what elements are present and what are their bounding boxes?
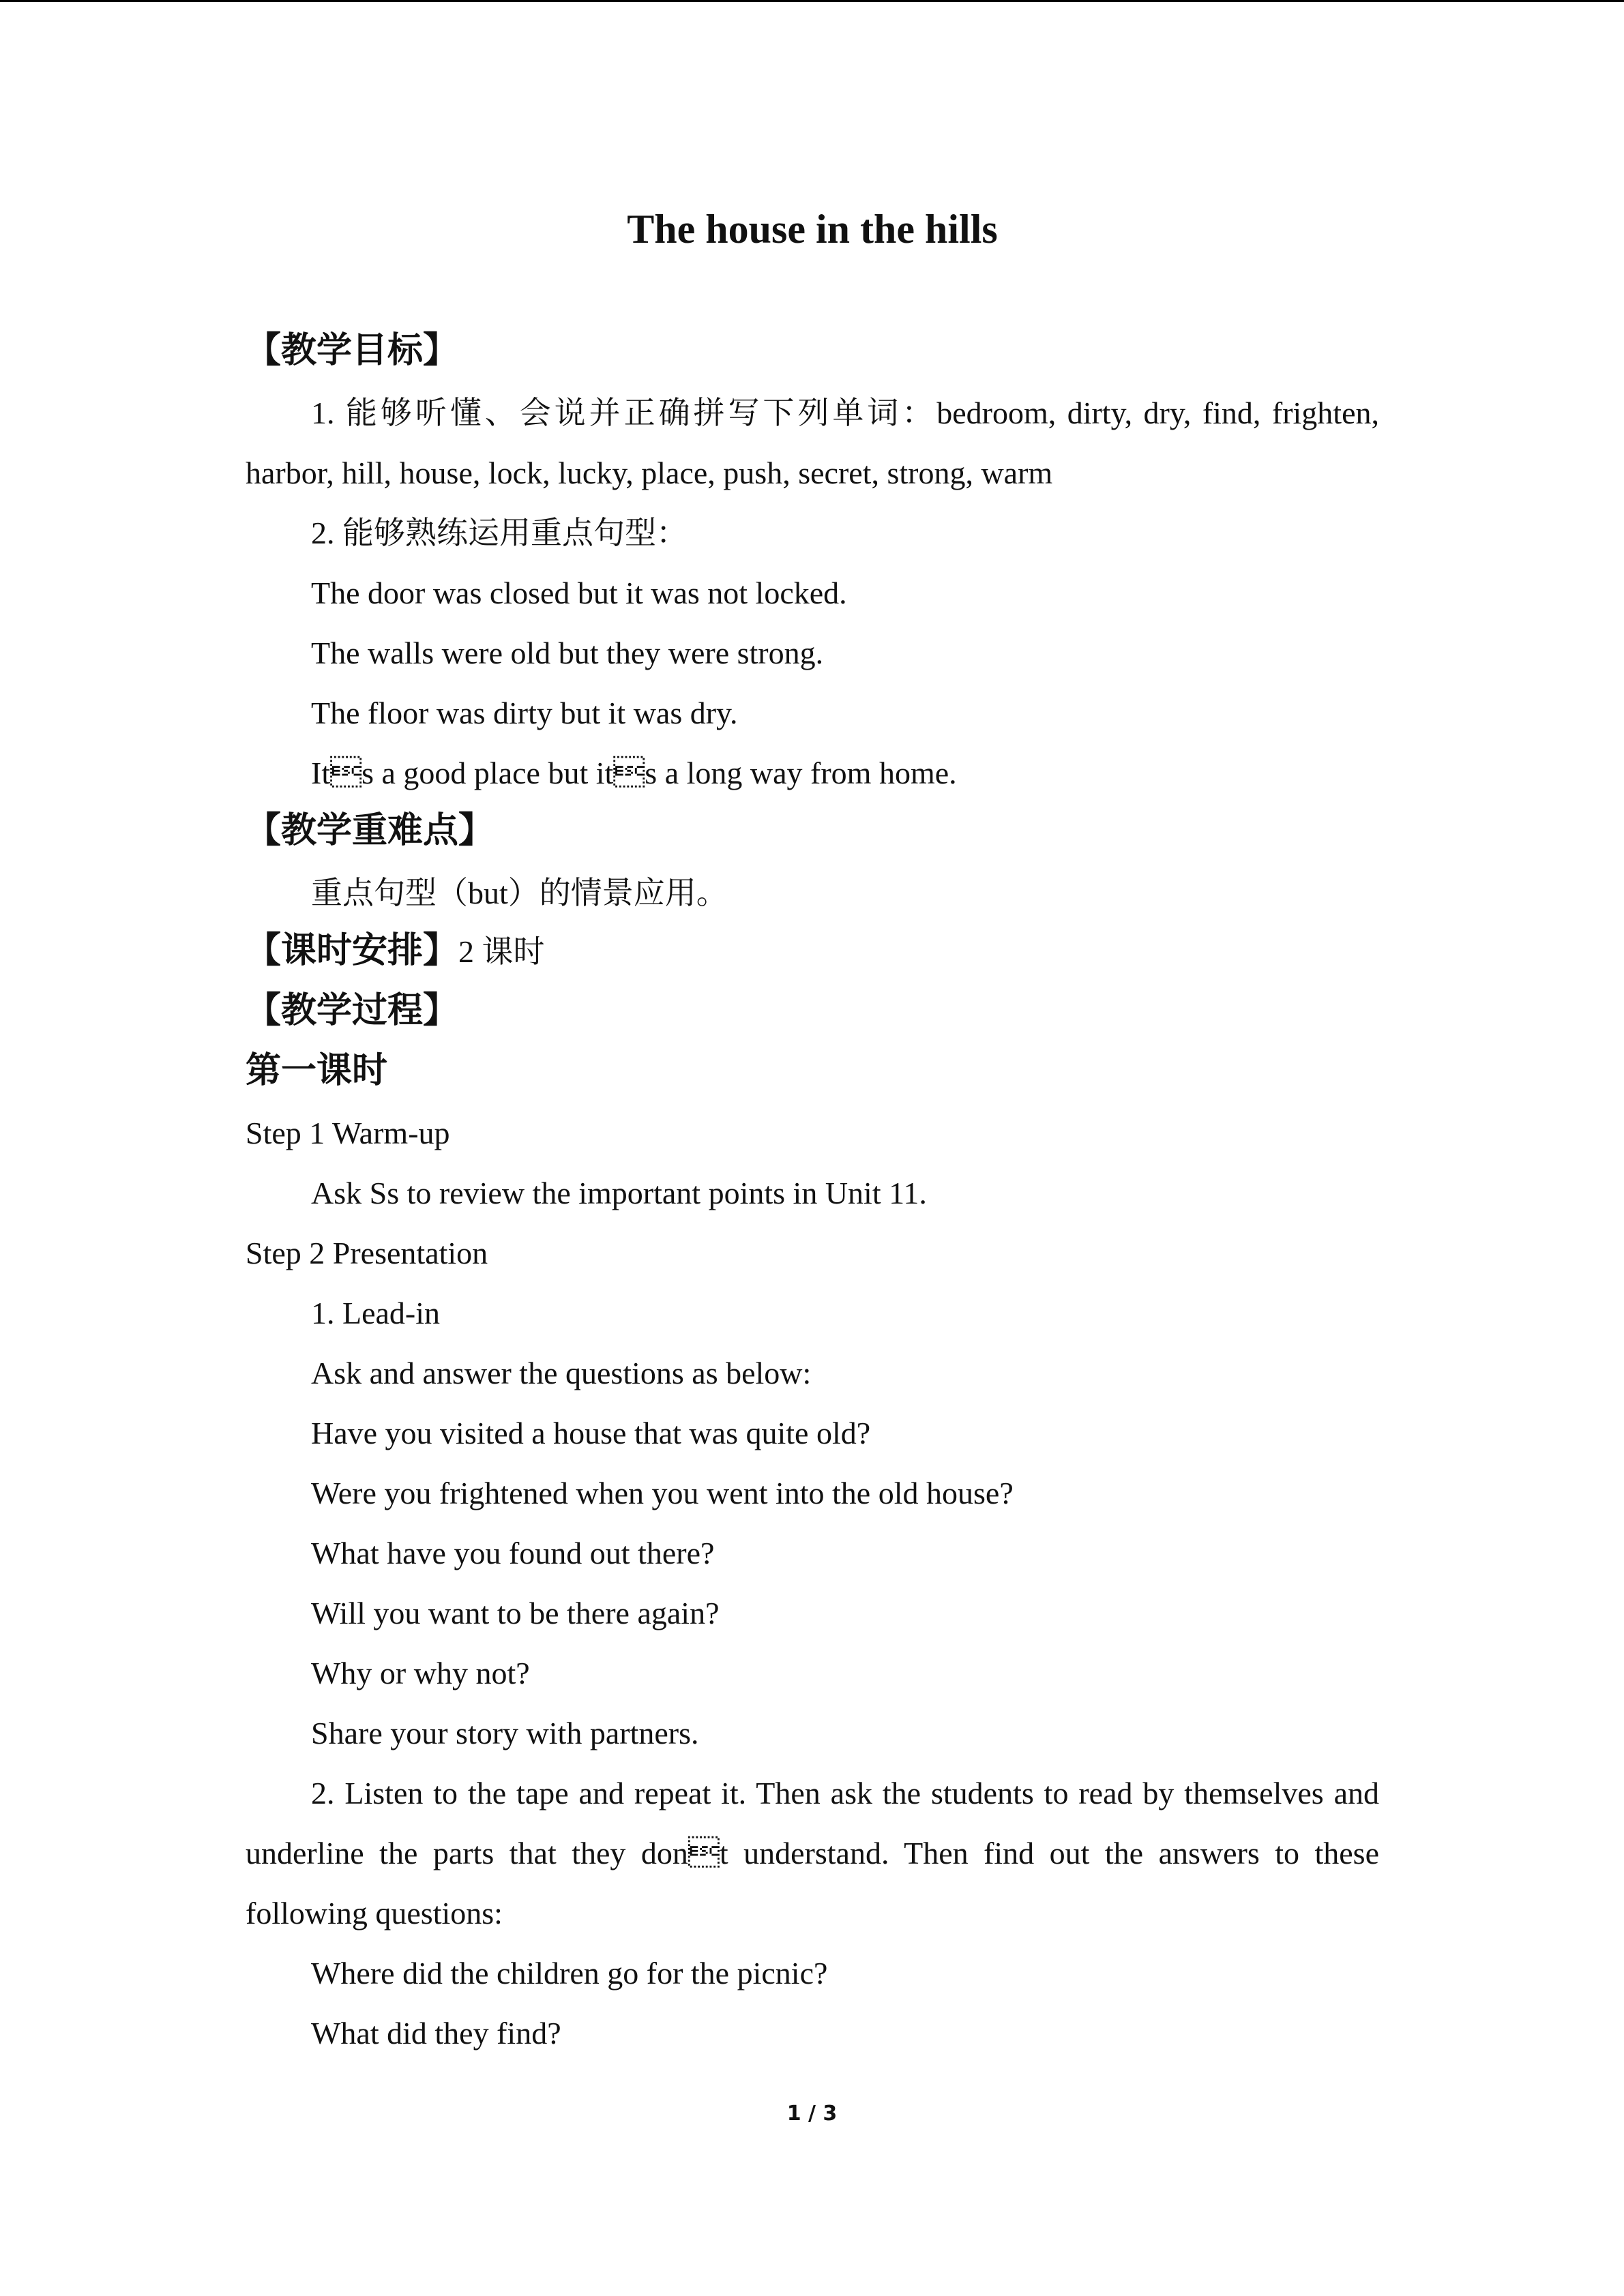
lead-in-label: 1. Lead-in [311, 1296, 441, 1330]
schedule-value: 2 课时 [458, 934, 545, 969]
heading-lesson-1: 第一课时 [246, 1050, 388, 1091]
page-top-border [0, 0, 1624, 2]
heading-schedule: 【课时安排】 [246, 930, 459, 971]
listen-line-1: 2. Listen to the tape and repeat it. Then ask the students to read by themselves and [311, 1776, 1379, 1810]
heading-process: 【教学过程】 [246, 990, 459, 1031]
ask-answer-text: Ask and answer the questions as below: [311, 1356, 812, 1390]
question-8: What did they find? [311, 2016, 561, 2051]
sentence-3: The floor was dirty but it was dry. [311, 696, 738, 730]
listen-line-3: following questions: [246, 1896, 503, 1930]
heading-objectives: 【教学目标】 [246, 330, 459, 371]
heading-key-points: 【教学重难点】 [246, 810, 494, 851]
objective-1-line-1: 1. 能够听懂、会说并正确拼写下列单词：bedroom, dirty, dry, find, frighten, [311, 396, 1379, 430]
question-1: Have you visited a house that was quite old? [311, 1416, 871, 1450]
question-2: Were you frightened when you went into the old house? [311, 1476, 1014, 1510]
question-7: Where did the children go for the picnic? [311, 1956, 828, 1991]
listen-line-2: underline the parts that they dont understand. Then find out the answers to these [246, 1836, 1379, 1870]
page-number: 1 / 3 [786, 2102, 838, 2126]
key-points-text: 重点句型（but）的情景应用。 [311, 876, 728, 910]
question-3: What have you found out there? [311, 1536, 715, 1570]
page-title: The house in the hills [627, 207, 998, 252]
question-6: Share your story with partners. [311, 1716, 699, 1750]
sentence-1: The door was closed but it was not locked. [311, 576, 847, 610]
step-1-heading: Step 1 Warm-up [246, 1116, 450, 1150]
step-1-text: Ask Ss to review the important points in Unit 11. [311, 1176, 927, 1210]
sentence-4: Its a good place but its a long way from home. [311, 756, 957, 790]
objective-1-line-2: harbor, hill, house, lock, lucky, place, push, secret, strong, warm [246, 456, 1053, 490]
question-4: Will you want to be there again? [311, 1596, 720, 1630]
objective-2: 2. 能够熟练运用重点句型： [311, 516, 688, 550]
schedule-line [246, 930, 545, 972]
step-2-heading: Step 2 Presentation [246, 1236, 488, 1270]
sentence-2: The walls were old but they were strong. [311, 636, 824, 670]
question-5: Why or why not? [311, 1656, 530, 1690]
